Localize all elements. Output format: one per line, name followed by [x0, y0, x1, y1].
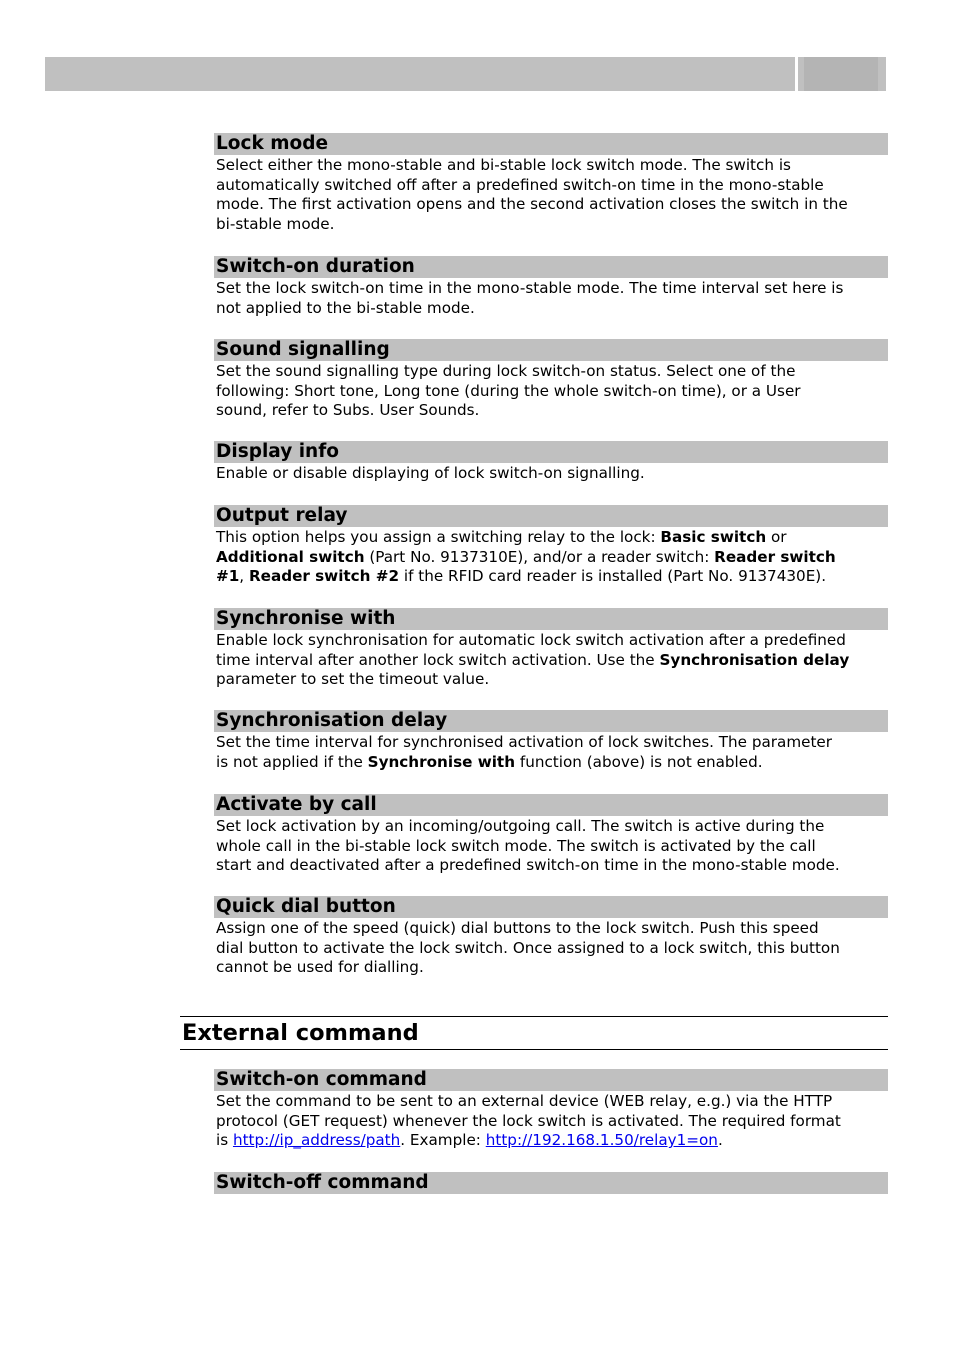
text-run: is [216, 1131, 233, 1150]
text-run: following: Short tone, Long tone (during the whole switch-on time), or a User [216, 381, 801, 400]
section-body [214, 733, 888, 772]
url-link[interactable]: http://ip_address/path [232, 1131, 401, 1150]
section-synchronise-with [214, 608, 888, 690]
text-run: protocol (GET request) whenever the lock switch is activated. The required format [216, 1111, 841, 1130]
bold-term: Reader switch [714, 547, 836, 566]
section-body [214, 817, 888, 876]
text-run: Set lock activation by an incoming/outgoing call. The switch is active during the [216, 817, 825, 835]
bold-term: Additional switch [216, 547, 365, 566]
text-line [216, 837, 888, 857]
text-line [216, 401, 888, 421]
text-line [216, 958, 888, 978]
text-run: Enable lock synchronisation for automatic lock switch activation after a predefined [216, 631, 846, 649]
text-line [216, 362, 888, 382]
section-title: Switch-on command [214, 1069, 888, 1091]
section-synchronisation-delay [214, 710, 888, 772]
text-line [216, 548, 888, 568]
text-run: This option helps you assign a switching relay to the lock: [216, 528, 661, 546]
text-run: or [766, 528, 787, 546]
section-title: Display info [214, 441, 888, 463]
section-body [214, 631, 888, 690]
text-line [216, 299, 888, 319]
section-body [214, 528, 888, 587]
bold-term: Synchronisation delay [659, 650, 850, 669]
text-line [216, 919, 888, 939]
text-run: Set the command to be sent to an external device (WEB relay, e.g.) via the HTTP [216, 1092, 833, 1110]
text-line [216, 279, 888, 299]
text-run: is not applied if the [216, 752, 368, 771]
text-line [216, 753, 888, 773]
section-activate-by-call [214, 794, 888, 876]
text-line [216, 156, 888, 176]
text-run: if the RFID card reader is installed (Part No. 9137430E). [399, 567, 827, 586]
text-run: Select either the mono-stable and bi-stable lock switch mode. The switch is [216, 156, 791, 174]
text-run: Set the sound signalling type during lock switch-on status. Select one of the [216, 362, 796, 380]
section-body [214, 919, 888, 978]
section-switch-off-command [214, 1172, 888, 1194]
text-line [216, 817, 888, 837]
text-run: Set the lock switch-on time in the mono-stable mode. The time interval set here is [216, 279, 844, 297]
section-sound-signalling [214, 339, 888, 421]
text-run: , [239, 567, 249, 586]
section-body [214, 156, 888, 234]
bold-term: Reader switch #2 [248, 567, 400, 586]
text-run: cannot be used for dialling. [216, 958, 424, 977]
section-title: Quick dial button [214, 896, 888, 918]
section-title: Synchronise with [214, 608, 888, 630]
text-line [216, 631, 888, 651]
text-run: time interval after another lock switch activation. Use the [216, 650, 660, 669]
section-switch-on-duration [214, 256, 888, 318]
section-title: Sound signalling [214, 339, 888, 361]
text-line [216, 733, 888, 753]
text-line [216, 382, 888, 402]
text-line [216, 1112, 888, 1132]
text-run: . [717, 1131, 723, 1150]
section-title: Synchronisation delay [214, 710, 888, 732]
text-line [216, 567, 888, 587]
chapter-title: External command [182, 1020, 419, 1046]
section-switch-on-command [214, 1069, 888, 1151]
text-line [216, 195, 888, 215]
section-output-relay [214, 505, 888, 587]
section-title: Activate by call [214, 794, 888, 816]
bold-term: Synchronise with [367, 752, 516, 771]
section-body [214, 362, 888, 421]
text-line [216, 856, 888, 876]
section-title: Lock mode [214, 133, 888, 155]
bold-term: #1 [216, 567, 240, 586]
section-title: Output relay [214, 505, 888, 527]
text-run: dial button to activate the lock switch. Once assigned to a lock switch, this button [216, 938, 840, 957]
header-bar [45, 57, 795, 91]
text-run: (Part No. 9137310E), and/or a reader switch: [364, 547, 715, 566]
section-body [214, 464, 888, 484]
text-run: mode. The first activation opens and the second activation closes the switch in the [216, 195, 848, 214]
text-run: not applied to the bi-stable mode. [216, 298, 475, 317]
section-title: Switch-off command [214, 1172, 888, 1194]
section-display-info [214, 441, 888, 484]
text-line [216, 176, 888, 196]
text-run: parameter to set the timeout value. [216, 670, 490, 689]
header-page-box-inner [804, 57, 878, 91]
text-run: sound, refer to Subs. User Sounds. [216, 401, 480, 420]
section-body [214, 279, 888, 318]
text-line [216, 670, 888, 690]
text-line [216, 528, 888, 548]
text-run: start and deactivated after a predefined switch-on time in the mono-stable mode. [216, 856, 840, 875]
section-lock-mode [214, 133, 888, 234]
text-run: function (above) is not enabled. [515, 752, 763, 771]
text-run: . Example: [400, 1131, 486, 1150]
text-run: Assign one of the speed (quick) dial buttons to the lock switch. Push this speed [216, 919, 819, 937]
bold-term: Basic switch [660, 528, 767, 546]
section-body [214, 1092, 888, 1151]
text-line [216, 215, 888, 235]
text-line [216, 1092, 888, 1112]
chapter-heading [180, 1016, 888, 1050]
text-run: Enable or disable displaying of lock switch-on signalling. [216, 464, 645, 482]
text-line [216, 939, 888, 959]
text-line [216, 1131, 888, 1151]
section-quick-dial-button [214, 896, 888, 978]
text-run: bi-stable mode. [216, 214, 335, 233]
section-title: Switch-on duration [214, 256, 888, 278]
url-link[interactable]: http://192.168.1.50/relay1=on [485, 1131, 718, 1150]
text-line [216, 464, 888, 484]
text-run: automatically switched off after a predefined switch-on time in the mono-stable [216, 175, 824, 194]
text-line [216, 651, 888, 671]
text-run: whole call in the bi-stable lock switch mode. The switch is activated by the call [216, 836, 816, 855]
text-run: Set the time interval for synchronised activation of lock switches. The parameter [216, 733, 833, 751]
